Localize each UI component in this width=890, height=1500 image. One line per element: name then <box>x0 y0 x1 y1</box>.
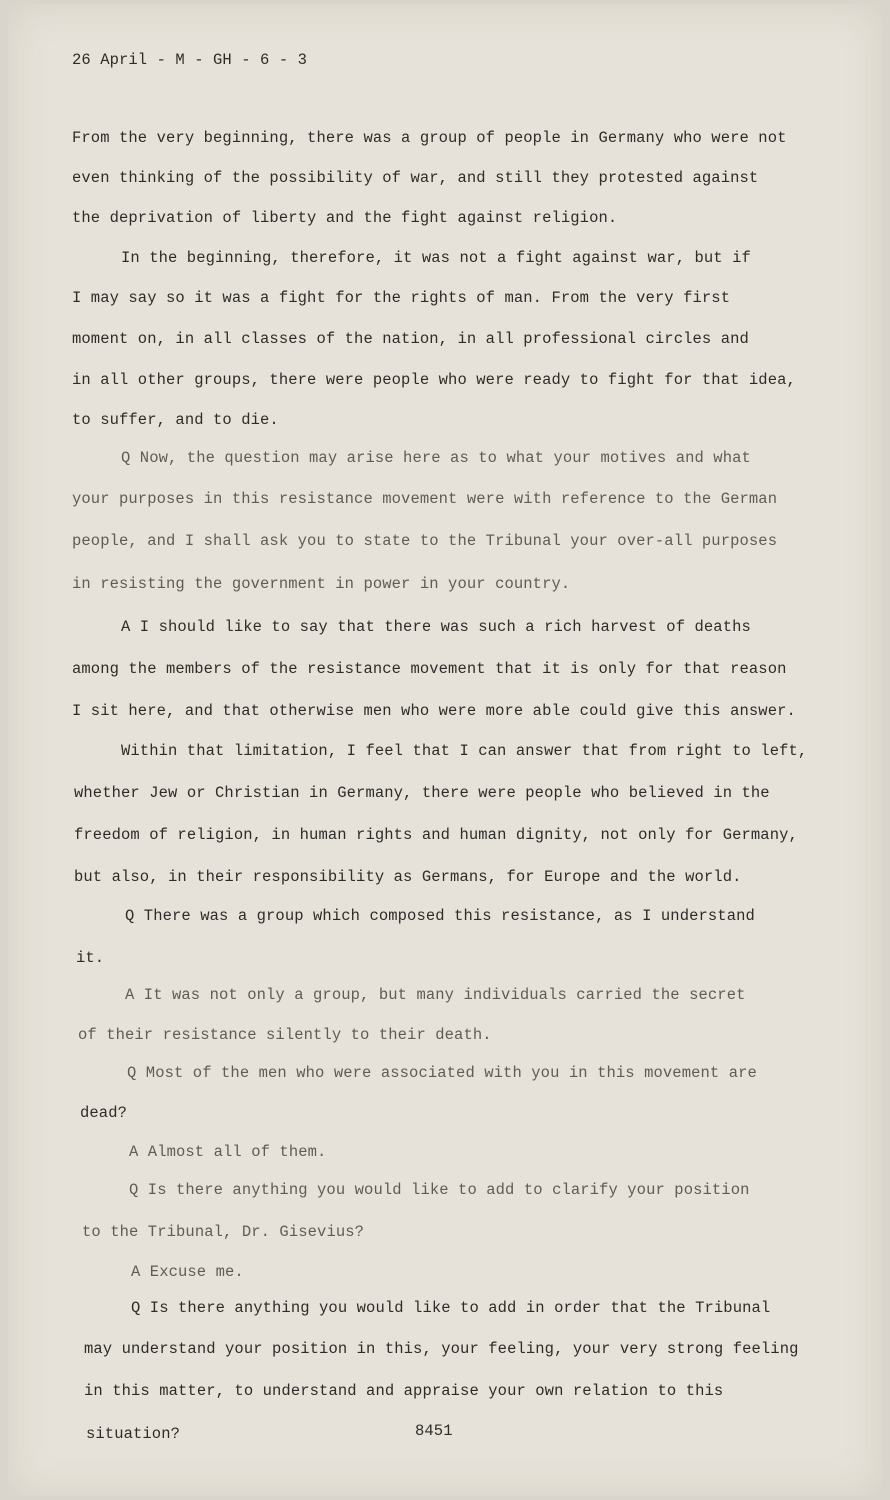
text-line: in this matter, to understand and appraise your own relation to this <box>84 1382 724 1400</box>
text-line: Q Now, the question may arise here as to what your motives and what <box>121 449 751 467</box>
text-line: to suffer, and to die. <box>72 411 279 429</box>
text-line: I sit here, and that otherwise men who were more able could give this answer. <box>72 702 796 720</box>
text-line: I may say so it was a fight for the rights of man. From the very first <box>72 289 731 307</box>
text-line: Q Most of the men who were associated with you in this movement are <box>127 1064 757 1082</box>
page-number: 8451 <box>415 1422 453 1440</box>
text-line: In the beginning, therefore, it was not a fight against war, but if <box>121 249 751 267</box>
text-line: Q Is there anything you would like to add to clarify your position <box>129 1181 750 1199</box>
text-line: of their resistance silently to their death. <box>78 1026 492 1044</box>
page-header: 26 April - M - GH - 6 - 3 <box>72 51 308 69</box>
text-line: Q There was a group which composed this resistance, as I understand <box>125 907 755 925</box>
document-page <box>8 4 882 1496</box>
text-line: freedom of religion, in human rights and human dignity, not only for Germany, <box>74 826 798 844</box>
text-line: A I should like to say that there was such a rich harvest of deaths <box>121 618 751 636</box>
text-line: A It was not only a group, but many individuals carried the secret <box>125 986 746 1004</box>
text-line: A Almost all of them. <box>129 1143 327 1161</box>
text-line: may understand your position in this, your feeling, your very strong feeling <box>84 1340 799 1358</box>
text-line: the deprivation of liberty and the fight against religion. <box>72 209 618 227</box>
text-line: moment on, in all classes of the nation, in all professional circles and <box>72 330 749 348</box>
text-line: your purposes in this resistance movement were with reference to the German <box>72 490 778 508</box>
text-line: in all other groups, there were people who were ready to fight for that idea, <box>72 371 796 389</box>
text-line: situation? <box>86 1425 181 1443</box>
text-line: Within that limitation, I feel that I can answer that from right to left, <box>121 742 808 760</box>
text-line: From the very beginning, there was a group of people in Germany who were not <box>72 129 787 147</box>
text-line: among the members of the resistance movement that it is only for that reason <box>72 660 787 678</box>
text-line: dead? <box>80 1104 128 1122</box>
text-line: even thinking of the possibility of war, and still they protested against <box>72 169 759 187</box>
text-line: but also, in their responsibility as Germans, for Europe and the world. <box>74 868 742 886</box>
text-line: in resisting the government in power in your country. <box>72 575 571 593</box>
text-line: to the Tribunal, Dr. Gisevius? <box>82 1223 365 1241</box>
text-line: people, and I shall ask you to state to the Tribunal your over-all purposes <box>72 532 778 550</box>
text-line: whether Jew or Christian in Germany, there were people who believed in the <box>74 784 770 802</box>
text-line: A Excuse me. <box>131 1263 244 1281</box>
text-line: Q Is there anything you would like to add in order that the Tribunal <box>131 1299 771 1317</box>
text-line: it. <box>76 949 105 967</box>
